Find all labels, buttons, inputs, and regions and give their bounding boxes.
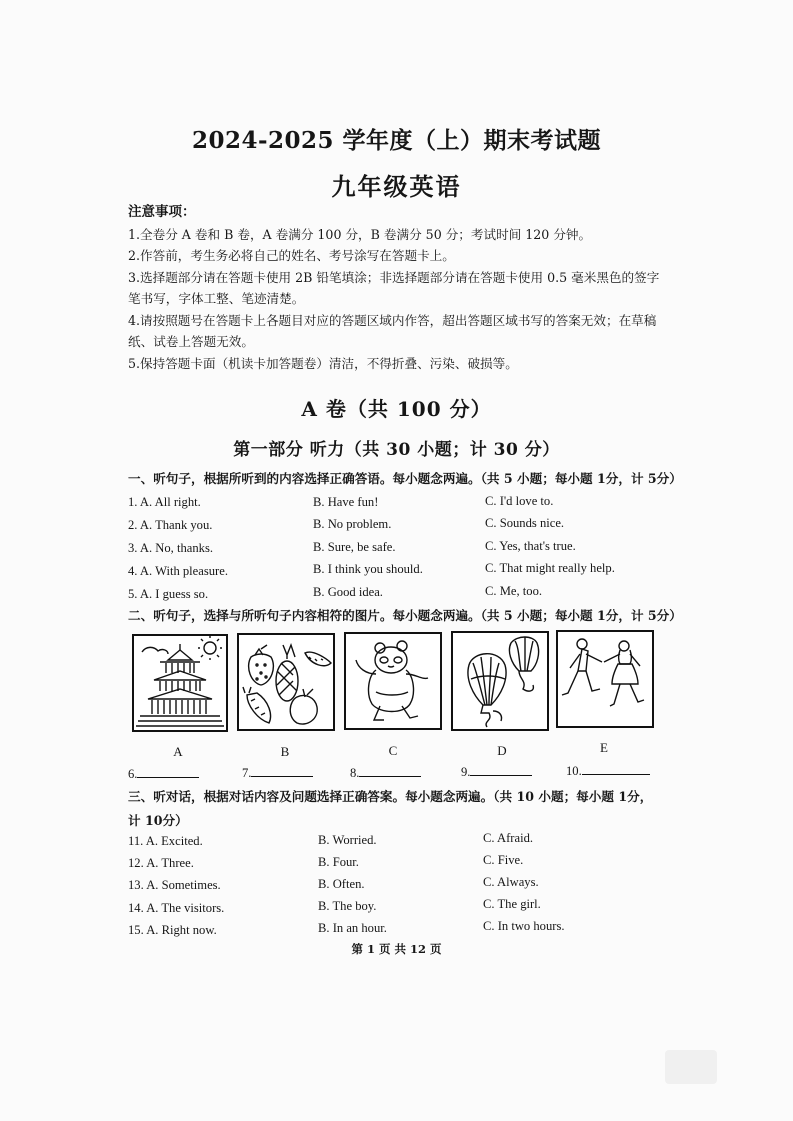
q5-option-a: 5. A. I guess so. [128, 587, 209, 601]
q13-option-b: B. Often. [318, 877, 365, 891]
picture-b [237, 633, 335, 731]
q3-option-b: B. Sure, be safe. [313, 540, 396, 554]
picture-e [556, 630, 654, 728]
picture-d [451, 631, 549, 731]
section-a-title: A 卷（共 100 分） [301, 397, 492, 421]
q14-option-c: C. The girl. [483, 897, 541, 911]
picture-label-b: B [280, 744, 290, 759]
q3-option-a: 3. A. No, thanks. [128, 541, 214, 555]
q13-option-a: 13. A. Sometimes. [128, 878, 221, 892]
note-item: 5.保持答题卡面（机读卡加答题卷）清洁，不得折叠、污染、破损等。 [128, 355, 518, 371]
q11-option-b: B. Worried. [318, 833, 377, 847]
q14-option-b: B. The boy. [318, 899, 377, 913]
note-item: 4.请按照题号在答题卡上各题目对应的答题区域内作答，超出答题区域书写的答案无效；在草稿纸、试卷上答题无效。 [128, 312, 657, 349]
dancing-couple-icon [558, 632, 652, 726]
q12-option-b: B. Four. [318, 855, 359, 869]
picture-a [132, 634, 228, 732]
q15-option-a: 15. A. Right now. [128, 923, 217, 937]
kung-fu-panda-icon [346, 634, 440, 728]
q1-option-c: C. I'd love to. [485, 494, 554, 508]
section3-instruction-cont: 计 10分） [128, 813, 188, 828]
answer-blank-8[interactable]: 8. [350, 765, 421, 781]
picture-c [344, 632, 442, 730]
q15-option-b: B. In an hour. [318, 921, 387, 935]
q2-option-c: C. Sounds nice. [485, 516, 565, 530]
q5-option-b: B. Good idea. [313, 585, 383, 599]
note-item: 2.作答前，考生务必将自己的姓名、考号涂写在答题卡上。 [128, 248, 455, 263]
picture-label-e: E [600, 740, 608, 755]
answer-blank-9[interactable]: 9. [461, 764, 532, 780]
note-item: 3.选择题部分请在答题卡使用 2B 铅笔填涂；非选择题部分请在答题卡使用 0.5 毫米黑色的签字笔书写，字体工整、笔迹清楚。 [128, 269, 660, 306]
answer-blank-6[interactable]: 6. [128, 766, 199, 782]
q4-option-a: 4. A. With pleasure. [128, 564, 228, 578]
q14-option-a: 14. A. The visitors. [128, 901, 225, 915]
q11-option-c: C. Afraid. [483, 831, 534, 845]
q4-option-b: B. I think you should. [313, 562, 423, 576]
section1-instruction: 一、听句子，根据所听到的内容选择正确答语。每小题念两遍。（共 5 小题；每小题 1分，计 5分） [128, 471, 682, 486]
section3-instruction: 三、听对话，根据对话内容及问题选择正确答案。每小题念两遍。（共 10 小题；每小题 1分， [128, 789, 653, 804]
q5-option-c: C. Me, too. [485, 584, 543, 598]
sky-lanterns-icon [453, 633, 547, 729]
q1-option-a: 1. A. All right. [128, 495, 201, 509]
part1-title: 第一部分 听力（共 30 小题；计 30 分） [233, 440, 560, 460]
temple-of-heaven-icon [134, 636, 226, 730]
q15-option-c: C. In two hours. [483, 919, 565, 933]
exam-subtitle: 九年级英语 [331, 172, 462, 201]
q3-option-c: C. Yes, that's true. [485, 539, 576, 553]
notes-block [128, 202, 668, 374]
picture-label-a: A [173, 744, 183, 759]
q2-option-b: B. No problem. [313, 517, 392, 531]
picture-label-c: C [388, 743, 398, 758]
fruits-vegetables-icon [239, 635, 333, 729]
q4-option-c: C. That might really help. [485, 561, 615, 575]
q2-option-a: 2. A. Thank you. [128, 518, 213, 532]
note-item: 1.全卷分 A 卷和 B 卷，A 卷满分 100 分，B 卷满分 50 分；考试时间 120 分钟。 [128, 226, 592, 242]
exam-title: 2024-2025 学年度（上）期末考试题 [191, 127, 602, 154]
q11-option-a: 11. A. Excited. [128, 834, 203, 848]
watermark-stamp [665, 1050, 717, 1084]
q12-option-a: 12. A. Three. [128, 856, 194, 870]
section2-instruction: 二、听句子，选择与所听句子内容相符的图片。每小题念两遍。（共 5 小题；每小题 1分，计 5分） [128, 608, 682, 623]
q13-option-c: C. Always. [483, 875, 539, 889]
page-number: 第 1 页 共 12 页 [351, 942, 442, 956]
answer-blank-7[interactable]: 7. [242, 765, 313, 781]
notes-heading: 注意事项： [128, 204, 196, 220]
q12-option-c: C. Five. [483, 853, 524, 867]
picture-label-d: D [497, 743, 507, 758]
answer-blank-10[interactable]: 10. [566, 763, 650, 779]
q1-option-b: B. Have fun! [313, 495, 379, 509]
